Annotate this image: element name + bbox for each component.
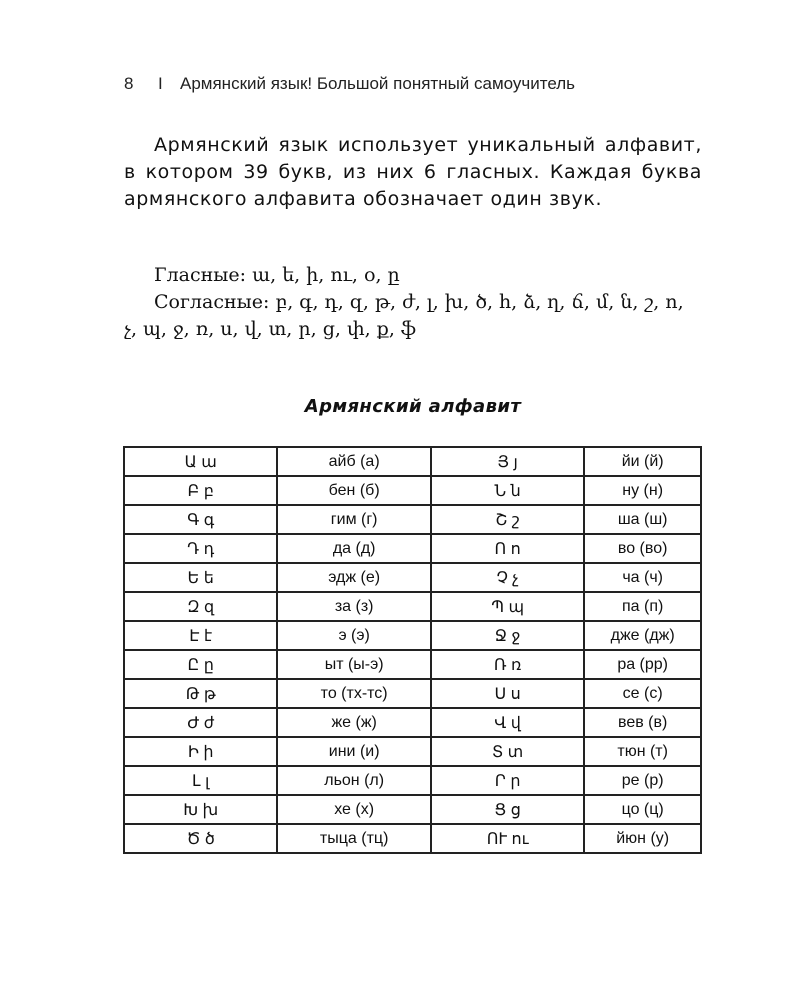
consonants-line xyxy=(124,289,702,343)
table-row xyxy=(124,766,701,795)
letter-name: тюн (т) xyxy=(584,737,701,766)
armenian-letter: Ը ը xyxy=(124,650,277,679)
armenian-letter: Բ բ xyxy=(124,476,277,505)
armenian-letter: Է է xyxy=(124,621,277,650)
armenian-letter: Ժ ժ xyxy=(124,708,277,737)
letter-name: се (с) xyxy=(584,679,701,708)
table-row xyxy=(124,621,701,650)
table-row xyxy=(124,592,701,621)
armenian-letter: Գ գ xyxy=(124,505,277,534)
armenian-letter: Վ վ xyxy=(431,708,584,737)
letter-name: вев (в) xyxy=(584,708,701,737)
armenian-letter: Զ զ xyxy=(124,592,277,621)
armenian-letter: Լ լ xyxy=(124,766,277,795)
letter-name: во (во) xyxy=(584,534,701,563)
armenian-letter: Խ խ xyxy=(124,795,277,824)
table-row xyxy=(124,824,701,853)
armenian-letter: Պ պ xyxy=(431,592,584,621)
armenian-letter: Դ դ xyxy=(124,534,277,563)
page-number: 8 xyxy=(124,74,134,93)
consonants-label: Согласные: xyxy=(154,291,270,313)
alphabet-table xyxy=(123,446,702,854)
armenian-letter: Ր ր xyxy=(431,766,584,795)
armenian-letter: ՈՒ ու xyxy=(431,824,584,853)
letter-name: ре (р) xyxy=(584,766,701,795)
armenian-letter: Ռ ռ xyxy=(431,650,584,679)
letter-name: да (д) xyxy=(277,534,431,563)
letter-name: хе (х) xyxy=(277,795,431,824)
armenian-letter: Ջ ջ xyxy=(431,621,584,650)
table-row xyxy=(124,505,701,534)
armenian-letter: Ա ա xyxy=(124,447,277,476)
table-row xyxy=(124,563,701,592)
table-row xyxy=(124,447,701,476)
letter-name: льон (л) xyxy=(277,766,431,795)
intro-text: Армянский язык использует уникальный алфавит, в котором 39 букв, из них 6 гласных. Каждая буква армянского алфавита обозначает один звук. xyxy=(124,134,702,210)
letter-name: дже (дж) xyxy=(584,621,701,650)
armenian-letter: Թ թ xyxy=(124,679,277,708)
letter-name: ча (ч) xyxy=(584,563,701,592)
letters-section xyxy=(124,262,702,343)
table-row xyxy=(124,534,701,563)
letter-name: ыт (ы-э) xyxy=(277,650,431,679)
armenian-letter: Ծ ծ xyxy=(124,824,277,853)
letter-name: то (тх-тс) xyxy=(277,679,431,708)
letter-name: айб (а) xyxy=(277,447,431,476)
running-head xyxy=(124,74,575,94)
table-row xyxy=(124,795,701,824)
intro-paragraph xyxy=(124,132,702,213)
letter-name: эдж (е) xyxy=(277,563,431,592)
header-separator: I xyxy=(158,74,163,93)
letter-name: цо (ц) xyxy=(584,795,701,824)
letter-name: ша (ш) xyxy=(584,505,701,534)
table-row xyxy=(124,708,701,737)
armenian-letter: Շ շ xyxy=(431,505,584,534)
letter-name: э (э) xyxy=(277,621,431,650)
letter-name: йюн (у) xyxy=(584,824,701,853)
letter-name: же (ж) xyxy=(277,708,431,737)
armenian-letter: Ի ի xyxy=(124,737,277,766)
vowels-list: ա, ե, ի, ու, օ, ը xyxy=(252,264,400,286)
vowels-label: Гласные: xyxy=(154,264,247,286)
letter-name: па (п) xyxy=(584,592,701,621)
letter-name: бен (б) xyxy=(277,476,431,505)
table-row xyxy=(124,737,701,766)
table-row xyxy=(124,476,701,505)
letter-name: ра (рр) xyxy=(584,650,701,679)
vowels-line xyxy=(124,262,702,289)
book-title: Армянский язык! Большой понятный самоучитель xyxy=(180,74,576,93)
letter-name: ини (и) xyxy=(277,737,431,766)
armenian-letter: Յ յ xyxy=(431,447,584,476)
alphabet-table-body xyxy=(124,447,701,853)
armenian-letter: Ն ն xyxy=(431,476,584,505)
table-title: Армянский алфавит xyxy=(304,396,522,417)
letter-name: гим (г) xyxy=(277,505,431,534)
consonants-list: բ, գ, դ, զ, թ, ժ, լ, խ, ծ, հ, ձ, ղ, ճ, մ, ն, շ, ո, չ, պ, ջ, ռ, ս, վ, տ, ր, ց, փ, ք, ֆ xyxy=(124,291,684,340)
armenian-letter: Ց ց xyxy=(431,795,584,824)
letter-name: тыца (тц) xyxy=(277,824,431,853)
letter-name: ну (н) xyxy=(584,476,701,505)
letter-name: йи (й) xyxy=(584,447,701,476)
table-row xyxy=(124,650,701,679)
armenian-letter: Ո ո xyxy=(431,534,584,563)
armenian-letter: Ե ե xyxy=(124,563,277,592)
armenian-letter: Չ չ xyxy=(431,563,584,592)
letter-name: за (з) xyxy=(277,592,431,621)
table-row xyxy=(124,679,701,708)
armenian-letter: Ս ս xyxy=(431,679,584,708)
armenian-letter: Տ տ xyxy=(431,737,584,766)
